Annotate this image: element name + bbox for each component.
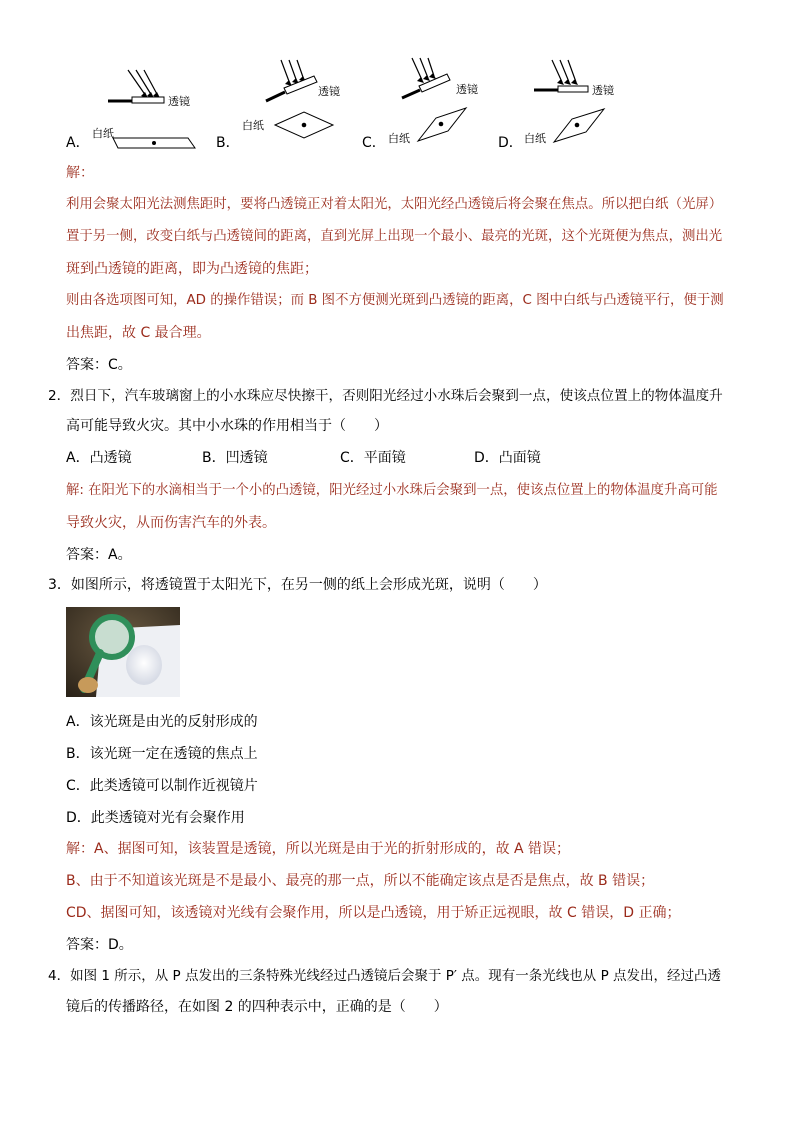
option-d-lens-label: 透镜 [592, 84, 614, 97]
option-c-lens-label: 透镜 [456, 83, 478, 96]
q2-option-d: D．凸面镜 [474, 450, 541, 466]
q4-stem-1: 4．如图 1 所示，从 P 点发出的三条特殊光线经过凸透镜后会聚于 P′ 点。现有一条光线也从 P 点发出，经过凸透 [48, 968, 721, 984]
q3-option-c: C．此类透镜可以制作近视镜片 [66, 778, 258, 794]
q1-option-d-label: D． [498, 135, 523, 151]
option-d-diagram [524, 60, 614, 145]
q4-stem-2: 镜后的传播路径，在如图 2 的四种表示中，正确的是（ ） [66, 999, 448, 1015]
option-d-paper-label: 白纸 [524, 132, 546, 145]
q3-option-a: A．该光斑是由光的反射形成的 [66, 714, 258, 730]
q2-option-c: C．平面镜 [340, 450, 406, 466]
q1-explanation-5: 出焦距，故 C 最合理。 [66, 325, 211, 341]
q2-explanation-1: 解: 在阳光下的水滴相当于一个小的凸透镜，阳光经过小水珠后会聚到一点，使该点位置上的物体温度升高可能 [66, 483, 718, 498]
q3-explanation-2: B、由于不知道该光斑是不是最小、最亮的那一点，所以不能确定该点是否是焦点，故 B 错误； [66, 873, 655, 889]
option-a-paper-label: 白纸 [92, 127, 114, 140]
q3-option-b: B．该光斑一定在透镜的焦点上 [66, 746, 258, 762]
option-b-paper-label: 白纸 [242, 119, 264, 132]
q1-option-b-label: B． [216, 135, 240, 151]
q1-option-c-label: C． [362, 135, 386, 151]
q1-explanation-1: 利用会聚太阳光法测焦距时，要将凸透镜正对着太阳光，太阳光经凸透镜后将会聚在焦点。所以把白纸（光屏） [66, 197, 723, 212]
option-c-paper-label: 白纸 [388, 132, 410, 145]
q1-option-a-label: A． [66, 135, 90, 151]
q2-option-b: B．凹透镜 [202, 450, 268, 466]
q3-answer: 答案：D。 [66, 937, 133, 953]
q1-explanation-4: 则由各选项图可知，AD 的操作错误；而 B 图不方便测光斑到凸透镜的距离，C 图中白纸与凸透镜平行，便于测 [66, 293, 724, 308]
option-a-diagram [92, 70, 195, 148]
option-b-lens-label: 透镜 [318, 85, 340, 98]
option-c-diagram [388, 58, 478, 145]
q2-explanation-2: 导致火灾，从而伤害汽车的外表。 [66, 515, 276, 531]
q3-explanation-1: 解：A、据图可知，该装置是透镜，所以光斑是由于光的折射形成的，故 A 错误； [66, 841, 571, 857]
q2-answer: 答案：A。 [66, 547, 132, 563]
q1-options-figure [0, 0, 794, 160]
q2-stem-1: 2．烈日下，汽车玻璃窗上的小水珠应尽快擦干，否则阳光经过小水珠后会聚到一点，使该点位置上的物体温度升 [48, 388, 723, 404]
q3-option-d: D．此类透镜对光有会聚作用 [66, 810, 245, 826]
q1-answer: 答案：C。 [66, 357, 132, 373]
option-b-diagram [242, 60, 340, 138]
q3-stem: 3．如图所示，将透镜置于太阳光下，在另一侧的纸上会形成光斑，说明（ ） [48, 577, 547, 593]
option-a-lens-label: 透镜 [168, 95, 190, 108]
magnifier-photo [66, 607, 180, 697]
q1-jie: 解： [66, 165, 94, 181]
q2-option-a: A．凸透镜 [66, 450, 132, 466]
q1-explanation-3: 斑到凸透镜的距离，即为凸透镜的焦距； [66, 261, 318, 277]
q2-stem-2: 高可能导致火灾。其中小水珠的作用相当于（ ） [66, 418, 388, 434]
q3-explanation-3: CD、据图可知，该透镜对光线有会聚作用，所以是凸透镜，用于矫正远视眼，故 C 错误，D 正确； [66, 905, 681, 921]
q1-explanation-2: 置于另一侧，改变白纸与凸透镜间的距离，直到光屏上出现一个最小、最亮的光斑，这个光斑便为焦点，测出光 [66, 229, 723, 244]
